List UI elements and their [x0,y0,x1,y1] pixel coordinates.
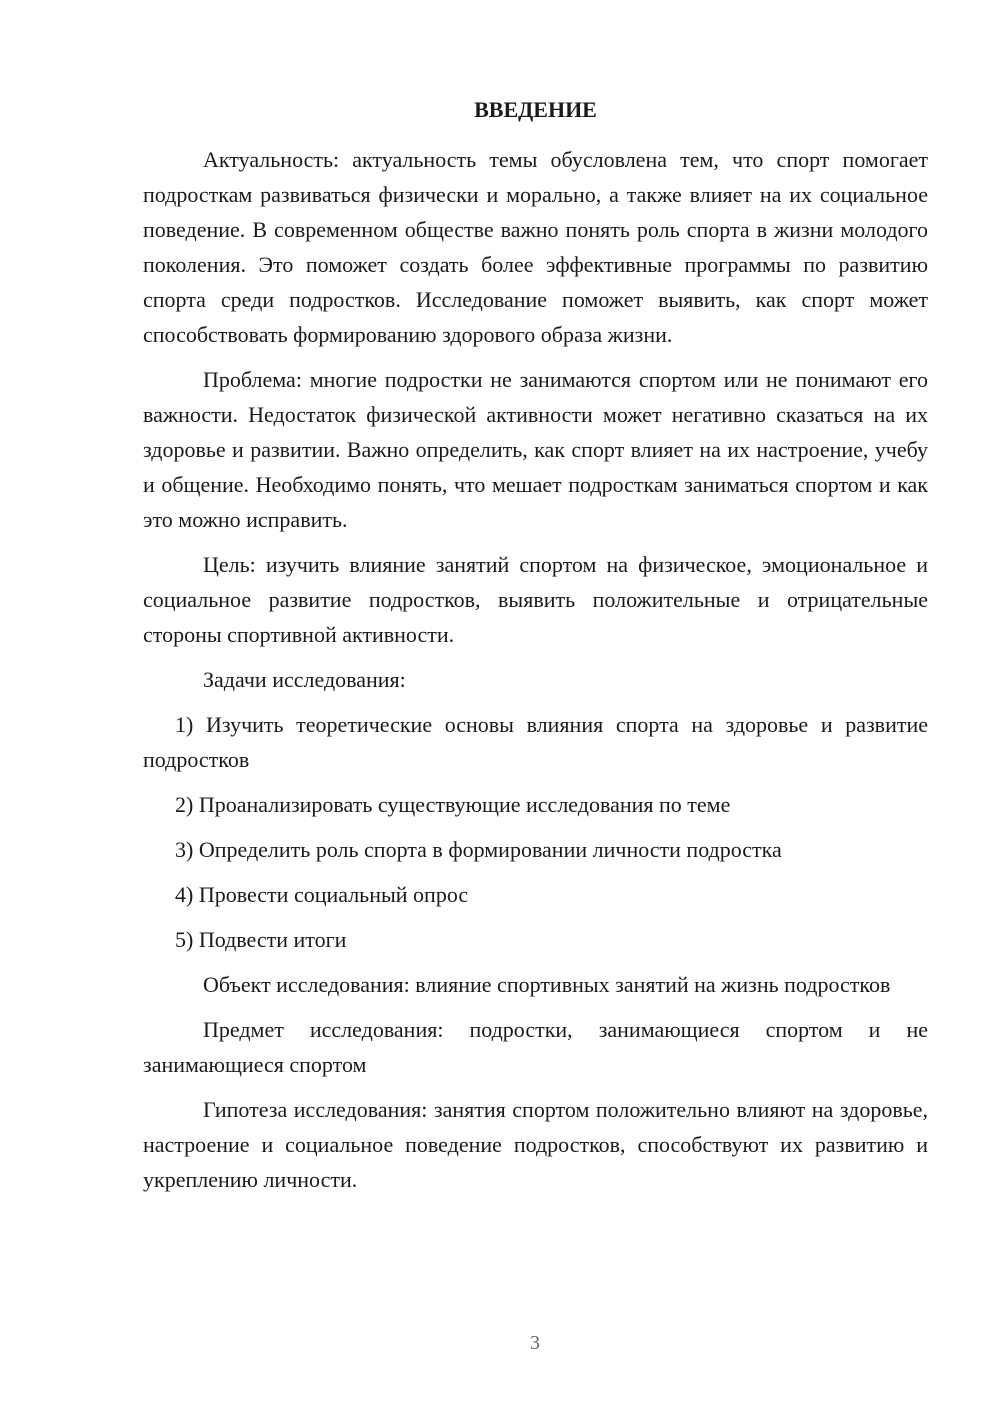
list-item: 3) Определить роль спорта в формировании личности подростка [175,837,782,862]
document-page [143,92,928,1207]
list-item: 5) Подвести итоги [175,927,347,952]
list-item: 1) Изучить теоретические основы влияния спорта на здоровье и развитие подростков [143,712,928,772]
paragraph-subject: Предмет исследования: подростки, занимающиеся спортом и не занимающиеся спортом [143,1017,928,1077]
page-title: ВВЕДЕНИЕ [474,97,597,122]
paragraph-problem: Проблема: многие подростки не занимаются спортом или не понимают его важности. Недостаток физической активности может негативно сказаться на их здоровье и развитии. Важно определить, как спорт влияет на их настроение, учебу и общение. Необходимо понять, что мешает подросткам заниматься спортом и как это можно исправить. [143,367,928,532]
tasks-heading: Задачи исследования: [203,667,406,692]
paragraph-object: Объект исследования: влияние спортивных занятий на жизнь подростков [203,972,891,997]
list-item: 2) Проанализировать существующие исследования по теме [175,792,731,817]
page-number: 3 [530,1332,540,1354]
paragraph-hypothesis: Гипотеза исследования: занятия спортом положительно влияют на здоровье, настроение и социальное поведение подростков, способствуют их развитию и укреплению личности. [143,1097,928,1192]
paragraph-relevance: Актуальность: актуальность темы обусловлена тем, что спорт помогает подросткам развиваться физически и морально, а также влияет на их социальное поведение. В современном обществе важно понять роль спорта в жизни молодого поколения. Это поможет создать более эффективные программы по развитию спорта среди подростков. Исследование поможет выявить, как спорт может способствовать формированию здорового образа жизни. [143,147,928,347]
paragraph-goal: Цель: изучить влияние занятий спортом на физическое, эмоциональное и социальное развитие подростков, выявить положительные и отрицательные стороны спортивной активности. [143,552,928,647]
tasks-list [143,707,928,957]
list-item: 4) Провести социальный опрос [175,882,469,907]
